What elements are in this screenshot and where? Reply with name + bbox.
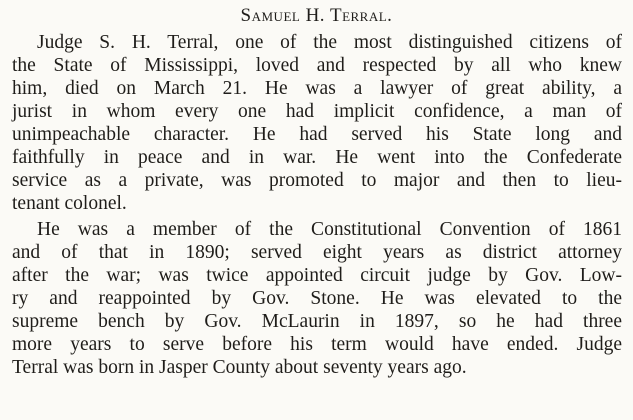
text-line: Judge S. H. Terral, one of the most distinguished citizens of [37,32,622,53]
text-line: He was a member of the Constitutional Convention of 1861 [37,219,622,240]
text-line: service as a private, was promoted to major and then to lieu- [12,170,622,191]
text-line: faithfully in peace and in war. He went into the Confederate [12,147,622,168]
text-line: and of that in 1890; served eight years as district attorney [12,242,622,263]
text-line: unimpeachable character. He had served his State long and [12,124,622,145]
text-line: the State of Mississippi, loved and respected by all who knew [12,55,622,76]
text-line: Terral was born in Jasper County about seventy years ago. [12,357,467,378]
text-line: jurist in whom every one had implicit confidence, a man of [12,101,622,122]
text-line: him, died on March 21. He was a lawyer of great ability, a [12,78,622,99]
article-title: Samuel H. Terral. [240,5,393,26]
text-line: supreme bench by Gov. McLaurin in 1897, so he had three [12,311,622,332]
text-line: after the war; was twice appointed circuit judge by Gov. Low- [12,265,622,286]
text-line: ry and reappointed by Gov. Stone. He was elevated to the [12,288,622,309]
text-line: tenant colonel. [12,193,127,214]
text-line: more years to serve before his term would have ended. Judge [12,334,622,355]
